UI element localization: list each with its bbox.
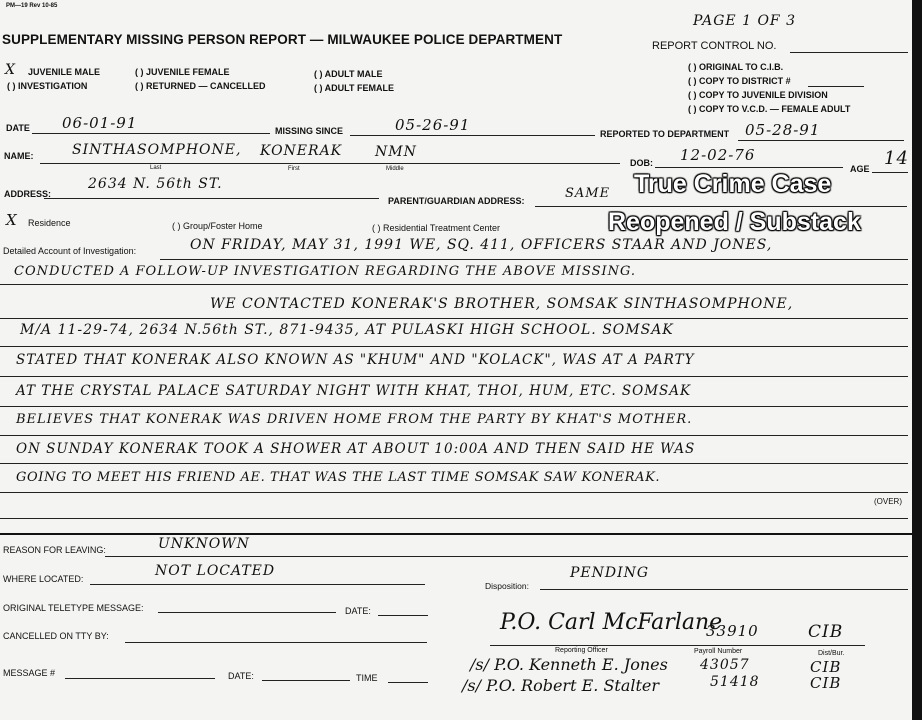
account-line-rule-0	[160, 259, 908, 260]
account-line-rule-5	[0, 406, 908, 407]
account-line-5: AT THE CRYSTAL PALACE SATURDAY NIGHT WITH KHAT, THOI, HUM, ETC. SOMSAK	[16, 383, 692, 399]
residence-check: X	[6, 211, 18, 229]
parent-address-line	[535, 206, 907, 207]
message-label: MESSAGE #	[3, 668, 56, 678]
report-control-label: REPORT CONTROL NO.	[652, 40, 777, 52]
account-line-2: WE CONTACTED KONERAK'S BROTHER, SOMSAK SINTHASOMPHONE,	[210, 296, 794, 312]
watermark-line-1: True Crime Case	[634, 170, 832, 198]
account-line-1: CONDUCTED A FOLLOW-UP INVESTIGATION REGARDING THE ABOVE MISSING.	[14, 264, 637, 279]
cancelled-line	[125, 642, 427, 643]
date-label: DATE	[6, 123, 30, 133]
officer1-payroll: 33910	[706, 622, 759, 640]
reported-value: 05-28-91	[745, 121, 821, 139]
first-name: KONERAK	[260, 143, 343, 159]
copy-vcd-label: ( ) COPY TO V.C.D. — FEMALE ADULT	[688, 104, 851, 114]
reported-line	[738, 140, 904, 141]
account-line-rule-7	[0, 463, 908, 464]
last-name: SINTHASOMPHONE,	[72, 142, 242, 158]
missing-since-value: 05-26-91	[395, 116, 471, 134]
missing-since-label: MISSING SINCE	[275, 126, 344, 136]
officer-line	[490, 645, 865, 646]
reason-value: UNKNOWN	[158, 536, 250, 552]
dist-caption: Dist/Bur.	[818, 650, 845, 657]
juvenile-male-check: X	[5, 62, 16, 78]
form-title: SUPPLEMENTARY MISSING PERSON REPORT — MILWAUKEE POLICE DEPARTMENT	[2, 32, 563, 47]
form-code: PM—19 Rev 10-85	[6, 3, 58, 9]
treatment-center-label: ( ) Residential Treatment Center	[372, 223, 501, 233]
time-line	[388, 682, 428, 683]
last-caption: Last	[150, 165, 162, 171]
reason-label: REASON FOR LEAVING:	[3, 545, 106, 555]
section-divider	[0, 533, 912, 535]
over-label: (OVER)	[874, 497, 902, 506]
disposition-value: PENDING	[570, 565, 650, 581]
account-line-3: M/A 11-29-74, 2634 N.56th ST., 871-9435, AT PULASKI HIGH SCHOOL. SOMSAK	[20, 322, 674, 338]
juvenile-male-label: JUVENILE MALE	[28, 67, 101, 77]
returned-cancelled-label: ( ) RETURNED — CANCELLED	[135, 81, 266, 91]
account-line-rule-4	[0, 376, 908, 377]
message-line	[65, 678, 215, 679]
age-value: 14	[884, 148, 909, 169]
report-control-line	[790, 52, 908, 53]
account-line-rule-2	[0, 318, 908, 319]
message-date-label: DATE:	[228, 671, 254, 681]
adult-male-label: ( ) ADULT MALE	[314, 69, 383, 79]
officer2-dist: CIB	[810, 658, 842, 676]
copy-district-label: ( ) COPY TO DISTRICT #	[688, 76, 791, 86]
cancelled-label: CANCELLED ON TTY BY:	[3, 631, 109, 641]
officer1-signature: P.O. Carl McFarlane	[500, 610, 723, 635]
account-line-rule-6	[0, 435, 908, 436]
name-line	[40, 163, 620, 164]
residence-label: Residence	[28, 218, 71, 228]
account-line-rule-1	[0, 284, 908, 285]
officer2-signature: /s/ P.O. Kenneth E. Jones	[470, 655, 668, 674]
date-value: 06-01-91	[62, 114, 138, 132]
officer3-signature: /s/ P.O. Robert E. Stalter	[462, 676, 660, 695]
middle-caption: Middle	[386, 166, 404, 172]
where-value: NOT LOCATED	[155, 563, 276, 579]
group-home-label: ( ) Group/Foster Home	[172, 221, 263, 231]
account-line-7: ON SUNDAY KONERAK TOOK A SHOWER AT ABOUT 10:00A AND THEN SAID HE WAS	[16, 441, 696, 457]
watermark-line-2: Reopened / Substack	[608, 208, 861, 236]
investigation-label: ( ) INVESTIGATION	[7, 81, 88, 91]
address-value: 2634 N. 56th ST.	[88, 176, 223, 192]
missing-since-line	[350, 135, 595, 136]
name-label: NAME:	[4, 151, 34, 161]
address-line	[44, 198, 379, 199]
account-label: Detailed Account of Investigation:	[3, 246, 137, 256]
account-line-rule-9	[0, 518, 908, 519]
officer2-payroll: 43057	[700, 657, 750, 673]
reporting-officer-caption: Reporting Officer	[555, 647, 608, 654]
first-caption: First	[288, 166, 300, 172]
where-line	[90, 584, 425, 585]
page-number: PAGE 1 OF 3	[693, 13, 797, 29]
dob-value: 12-02-76	[680, 146, 756, 164]
teletype-label: ORIGINAL TELETYPE MESSAGE:	[3, 603, 144, 613]
payroll-caption: Payroll Number	[694, 648, 743, 655]
dob-line	[655, 167, 843, 168]
officer1-dist: CIB	[808, 622, 844, 642]
disposition-label: Disposition:	[485, 581, 529, 591]
officer3-payroll: 51418	[710, 674, 760, 690]
copy-juvenile-label: ( ) COPY TO JUVENILE DIVISION	[688, 90, 828, 100]
date-line	[32, 133, 270, 134]
account-line-4: STATED THAT KONERAK ALSO KNOWN AS "KHUM" AND "KOLACK", WAS AT A PARTY	[16, 352, 695, 368]
where-label: WHERE LOCATED:	[3, 574, 84, 584]
teletype-date-label: DATE:	[345, 606, 371, 616]
disposition-line	[540, 589, 908, 590]
address-label: ADDRESS:	[4, 189, 52, 199]
reason-line	[105, 556, 908, 557]
time-label: TIME	[356, 673, 378, 683]
adult-female-label: ( ) ADULT FEMALE	[314, 83, 394, 93]
account-line-8: GOING TO MEET HIS FRIEND AE. THAT WAS THE LAST TIME SOMSAK SAW KONERAK.	[16, 470, 661, 485]
middle-name: NMN	[375, 144, 417, 160]
reported-label: REPORTED TO DEPARTMENT	[600, 129, 730, 139]
account-line-rule-8	[0, 492, 908, 493]
original-cib-label: ( ) ORIGINAL TO C.I.B.	[688, 62, 784, 72]
copy-district-line	[808, 86, 864, 87]
account-line-6: BELIEVES THAT KONERAK WAS DRIVEN HOME FROM THE PARTY BY KHAT'S MOTHER.	[16, 412, 693, 427]
age-label: AGE	[850, 164, 870, 174]
juvenile-female-label: ( ) JUVENILE FEMALE	[135, 67, 230, 77]
age-line	[872, 172, 908, 173]
dob-label: DOB:	[630, 158, 653, 168]
officer3-dist: CIB	[810, 674, 842, 692]
scan-edge	[912, 0, 922, 720]
parent-address-label: PARENT/GUARDIAN ADDRESS:	[388, 196, 525, 206]
teletype-date-line	[378, 615, 428, 616]
account-line-rule-3	[0, 346, 908, 347]
parent-address-value: SAME	[565, 186, 611, 201]
message-date-line	[262, 680, 350, 681]
teletype-line	[158, 612, 336, 613]
account-line-0: ON FRIDAY, MAY 31, 1991 WE, SQ. 411, OFFICERS STAAR AND JONES,	[190, 237, 773, 253]
